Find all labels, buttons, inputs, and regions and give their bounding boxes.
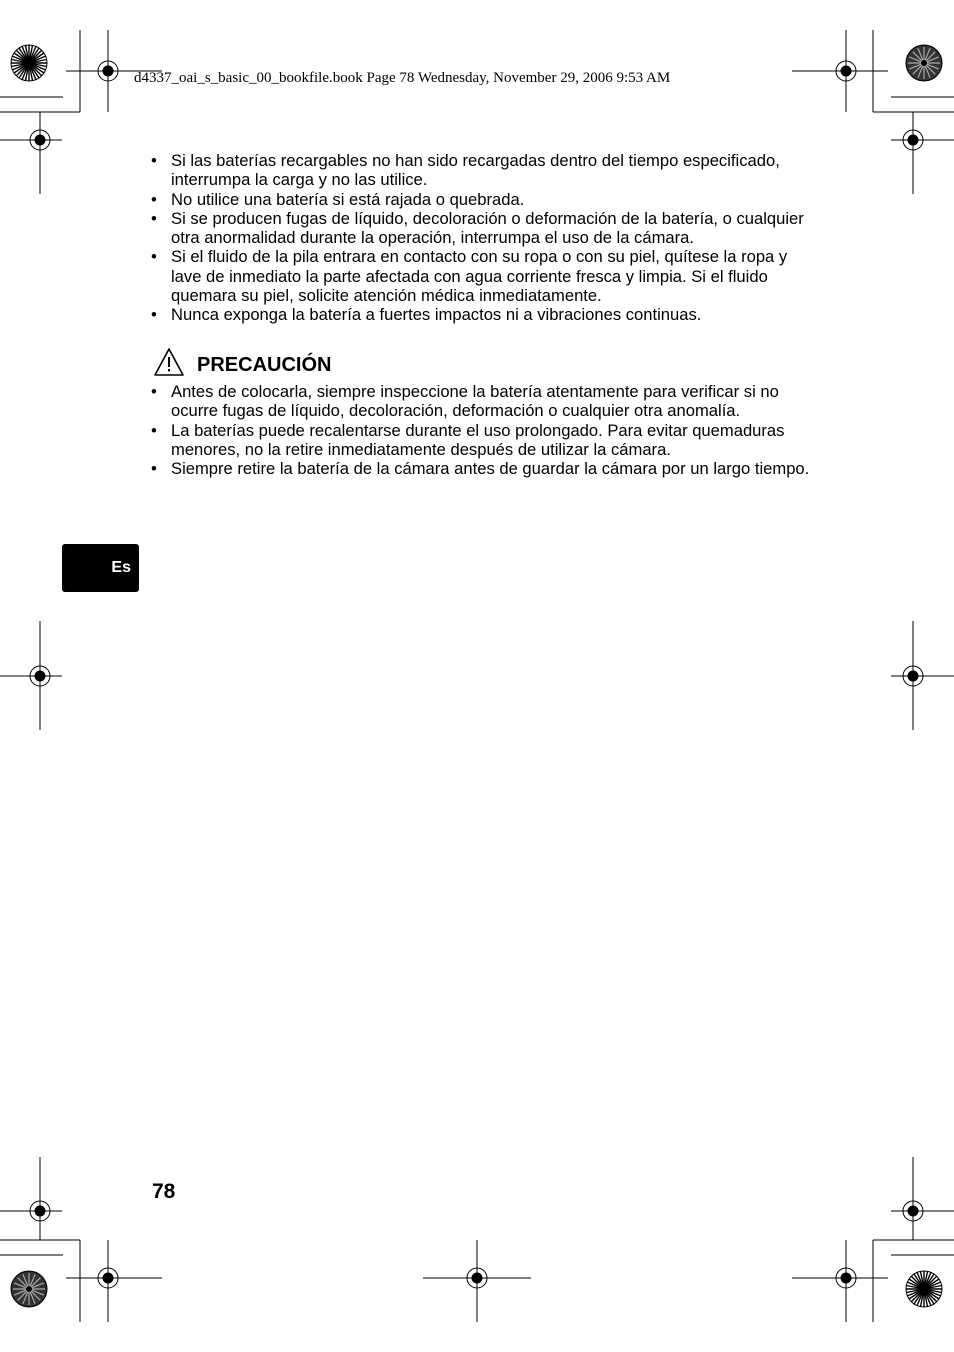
warning-triangle-icon — [153, 347, 185, 377]
bullet-icon: • — [151, 459, 157, 479]
list-item: • Si el fluido de la pila entrara en contacto con su ropa o con su piel, quítese la ropa y lave de inmediato la parte afectada con agua corriente fresca y limpia. Si el fluido quemara su piel, solicite atención médica inmediatamente. — [151, 247, 788, 306]
bullet-icon: • — [151, 189, 157, 209]
list-item: • Si las baterías recargables no han sido recargadas dentro del tiempo especificado, interrumpa la carga y no las utilice. — [151, 151, 780, 190]
caution-title: PRECAUCIÓN — [197, 353, 332, 376]
list-item: • No utilice una batería si está rajada o quebrada. — [151, 189, 525, 209]
caution-list — [151, 382, 811, 478]
print-header: d4337_oai_s_basic_00_bookfile.book Page 78 Wednesday, November 29, 2006 9:53 AM — [134, 70, 671, 86]
bullet-icon: • — [151, 382, 157, 401]
bullet-icon: • — [151, 151, 157, 170]
bullet-icon: • — [151, 305, 157, 325]
language-tab: Es — [62, 544, 139, 592]
list-item: • Si se producen fugas de líquido, decoloración o deformación de la batería, o cualquier otra anormalidad durante la operación, interrumpa el uso de la cámara. — [151, 208, 804, 248]
bullet-icon: • — [151, 420, 157, 440]
list-item: • Nunca exponga la batería a fuertes impactos ni a vibraciones continuas. — [151, 305, 702, 325]
list-item: • La baterías puede recalentarse durante el uso prolongado. Para evitar quemaduras menores, no la retire inmediatamente después de utilizar la cámara. — [151, 420, 785, 459]
caution-heading — [153, 346, 331, 378]
list-item: • Siempre retire la batería de la cámara antes de guardar la cámara por un largo tiempo. — [151, 459, 810, 479]
list-item: • Antes de colocarla, siempre inspeccione la batería atentamente para verificar si no ocurre fugas de líquido, decoloración, deformación o cualquier otra anomalía. — [151, 382, 779, 421]
bullet-icon: • — [151, 247, 157, 267]
page-number: 78 — [152, 1180, 176, 1203]
bullet-icon: • — [151, 208, 157, 228]
warning-list — [151, 151, 811, 325]
